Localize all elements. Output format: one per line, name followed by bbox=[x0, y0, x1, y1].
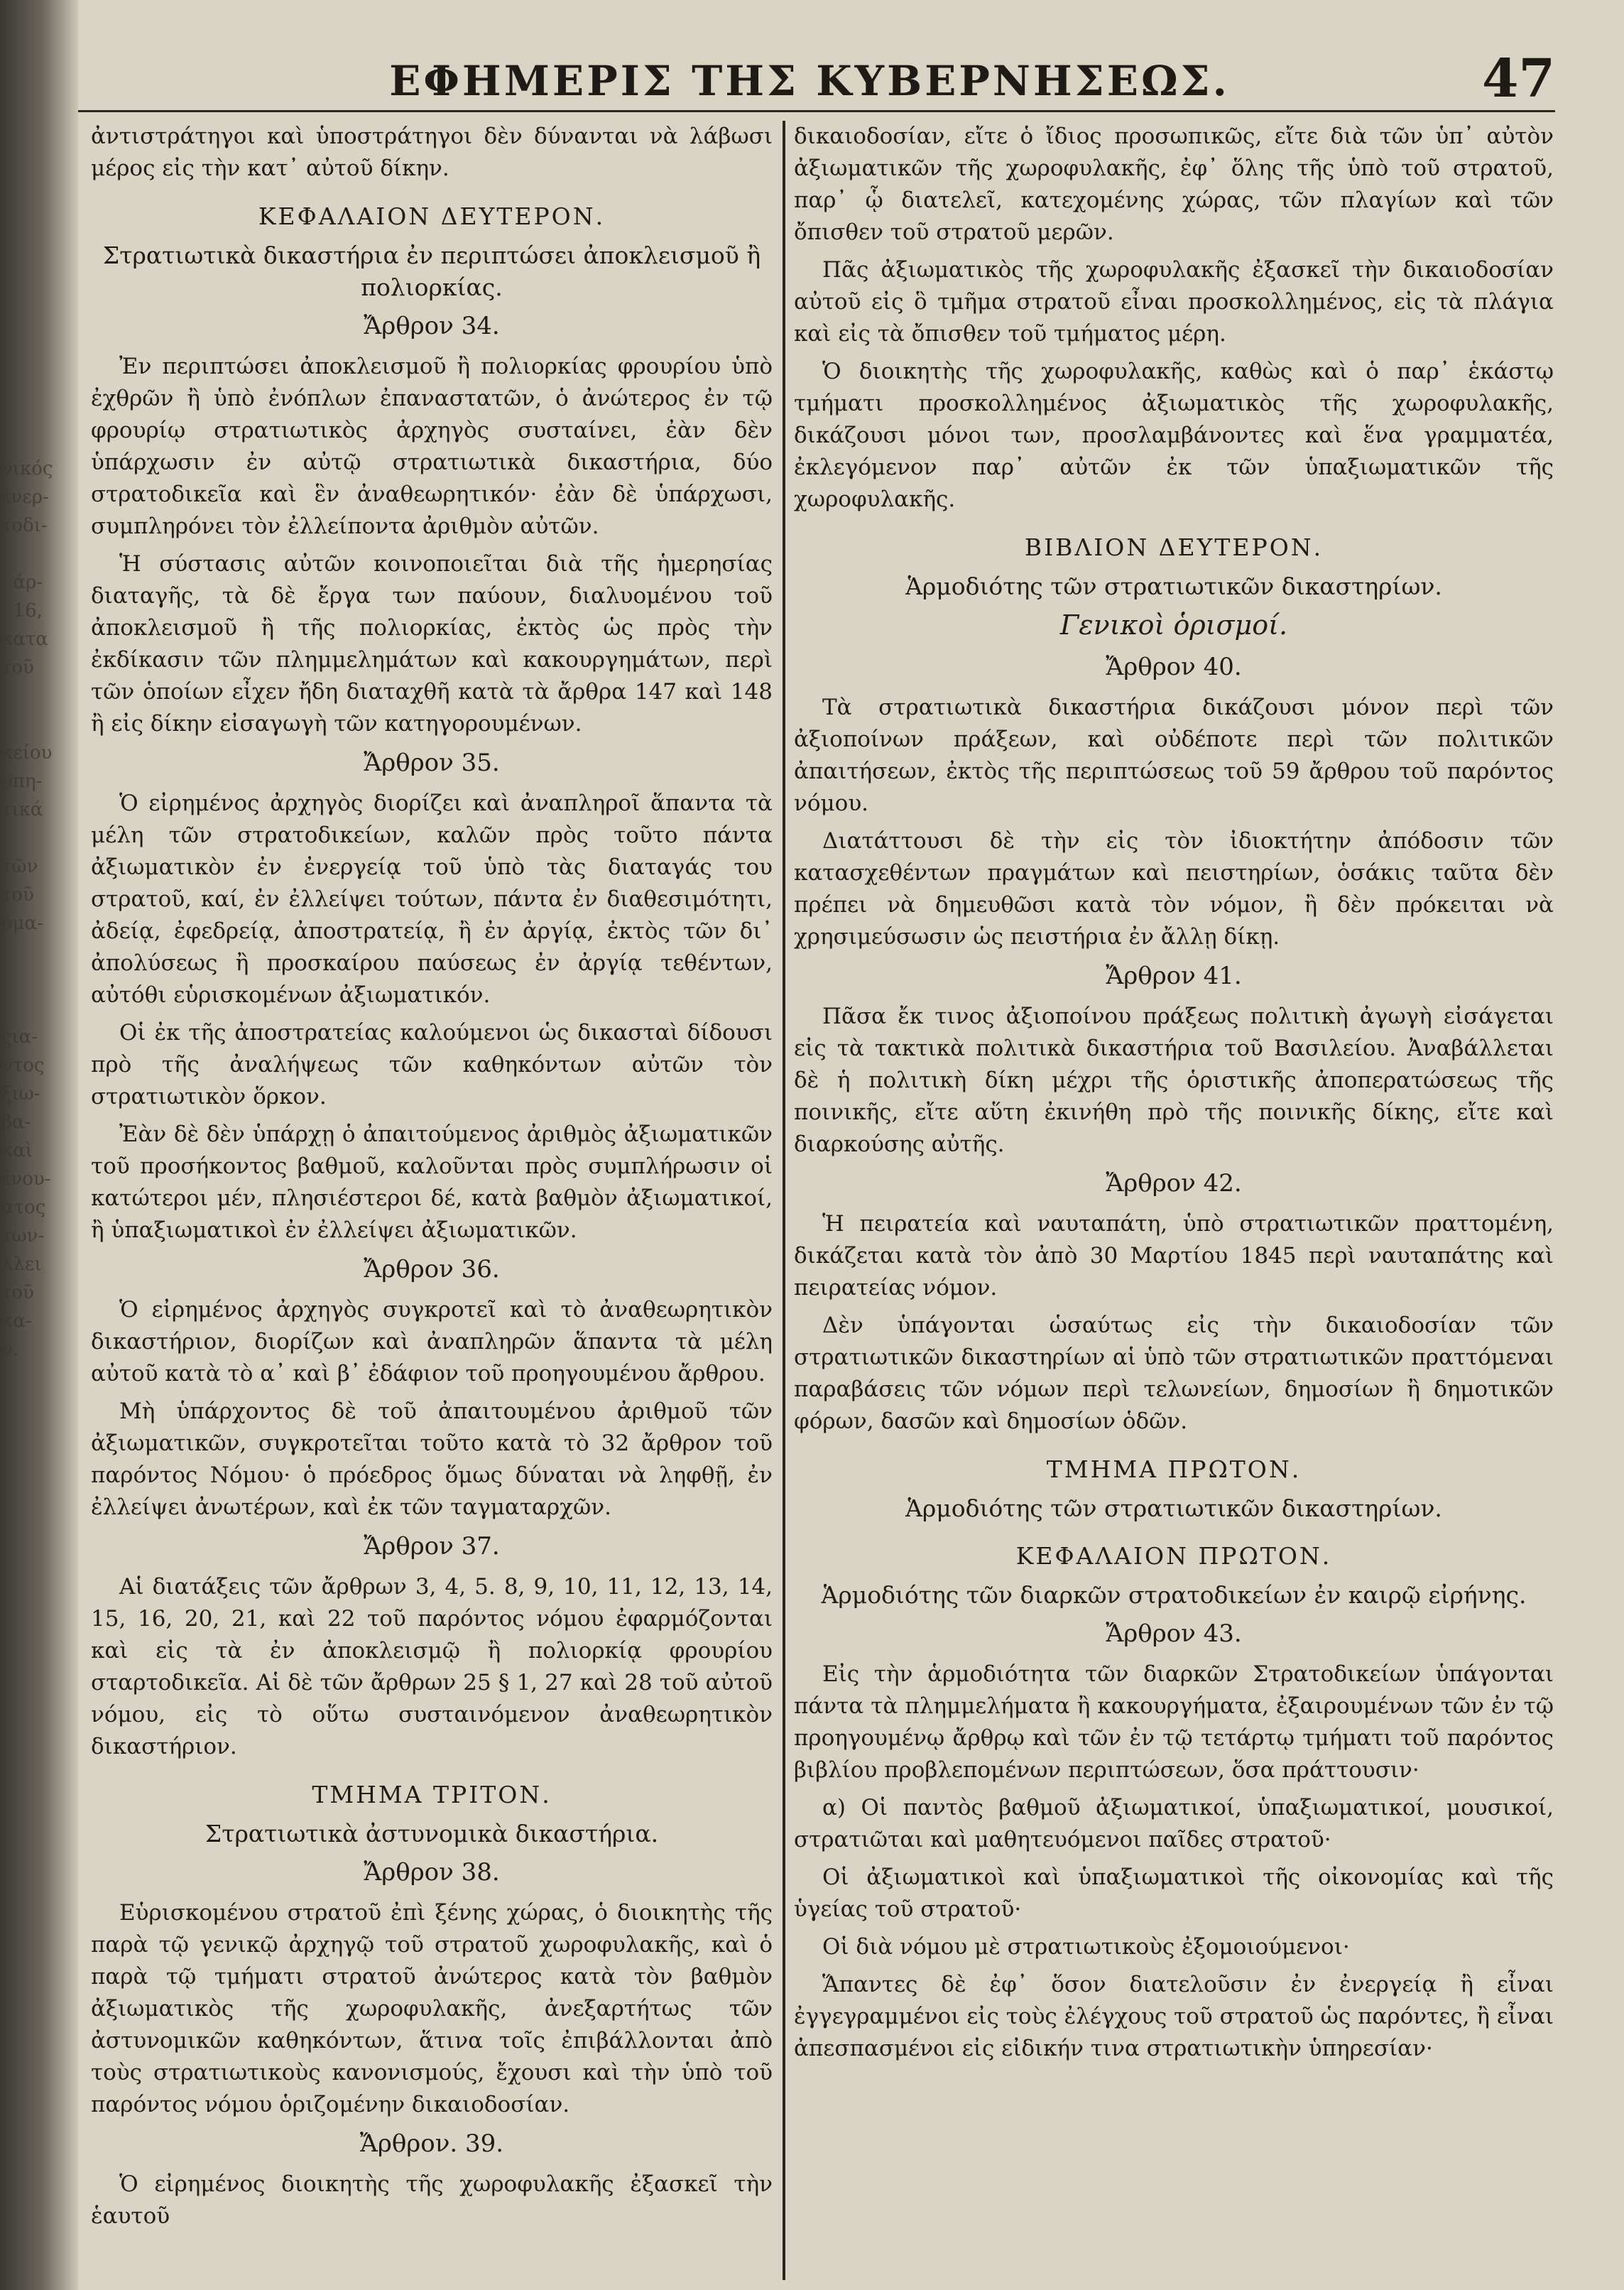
gutter-fragments: νικός ένερ- τοδι- , άρ- , 16, κατα τοῦ κείου υπη- τικά τῶν τοῦ όμα- ςια- ντος ξιω- βα- καὶ ένου- ατος των- λλει τοῦ κα- ν. bbox=[1, 458, 53, 1360]
paragraph: Πᾶσα ἔκ τινος ἀξιοποίνου πράξεως πολιτικὴ ἀγωγὴ εἰσάγεται εἰς τὰ τακτικὰ πολιτικὰ δικαστήρια τοῦ Βασιλείου. Ἀναβάλλεται δὲ ἡ πολιτικὴ δίκη μέχρι τῆς ὁριστικῆς ἀποπερατώσεως τῆς ποινικῆς, εἴτε αὕτη ἐκινήθη πρὸ τῆς ποινικῆς δίκης, εἴτε καὶ διαρκούσης αὐτῆς. bbox=[794, 1004, 1554, 1157]
chapter-heading: ΚΕΦΑΛΑΙΟΝ ΔΕΥΤΕΡΟΝ. bbox=[258, 202, 606, 230]
article-42-heading: Ἄρθρον 42. bbox=[1106, 1169, 1242, 1198]
paragraph: Ὁ εἰρημένος ἀρχηγὸς διορίζει καὶ ἀναπληροῖ ἅπαντα τὰ μέλη τῶν στρατοδικείων, καλῶν πρὸς τοῦτο πάντα ἀξιωματικὸν ἐν ἐνεργείᾳ τοῦ ὑπὸ τὰς διαταγάς του στρατοῦ, καί, ἐν ἐλλείψει τούτων, πάντα ἐν διαθεσιμότητι, ἀδείᾳ, ἐφεδρείᾳ, ἀποστρατείᾳ, ἢ ἐν ἀργίᾳ, ἐκτὸς τῶν δι᾽ ἀπολύσεως ἢ προσκαίρου παύσεως ἐν ἀργίᾳ τεθέντων, αὐτόθι εὑρισκομένων ἀξιωματικόν. bbox=[91, 791, 773, 1008]
header-rule bbox=[78, 110, 1555, 112]
section-heading: ΤΜΗΜΑ ΠΡΩΤΟΝ. bbox=[1046, 1455, 1302, 1483]
list-item: α) Οἱ παντὸς βαθμοῦ ἀξιωματικοί, ὑπαξιωματικοί, μουσικοί, στρατιῶται καὶ μαθητευόμενοι παῖδες στρατοῦ· bbox=[794, 1795, 1554, 1852]
article-37-heading: Ἄρθρον 37. bbox=[364, 1532, 500, 1561]
article-43-list bbox=[794, 1792, 1554, 2065]
book-heading: ΒΙΒΛΙΟΝ ΔΕΥΤΕΡΟΝ. bbox=[1024, 533, 1324, 561]
paragraph: Εἰς τὴν ἁρμοδιότητα τῶν διαρκῶν Στρατοδικείων ὑπάγονται πάντα τὰ πλημμελήματα ἢ κακουργήματα, ἐξαιρουμένων τῶν ἐν τῷ προηγουμένῳ ἄρθρῳ καὶ τῶν ἐν τῷ τετάρτῳ τμήματι τοῦ παρόντος βιβλίου προβλεπομένων περιπτώσεων, ὅσα πράττουσιν· bbox=[794, 1661, 1554, 1783]
page-header bbox=[78, 43, 1555, 109]
section-heading: ΤΜΗΜΑ ΤΡΙΤΟΝ. bbox=[312, 1781, 552, 1808]
left-column bbox=[91, 121, 773, 2238]
paragraph: Μὴ ὑπάρχοντος δὲ τοῦ ἀπαιτουμένου ἀριθμοῦ τῶν ἀξιωματικῶν, συγκροτεῖται τοῦτο κατὰ τὸ 32 ἄρθρον τοῦ παρόντος Νόμου· ὁ πρόεδρος ὅμως δύναται νὰ ληφθῇ, ἐν ἐλλείψει ἀνωτέρων, καὶ ἐκ τῶν ταγματαρχῶν. bbox=[91, 1399, 773, 1520]
paragraph: Τὰ στρατιωτικὰ δικαστήρια δικάζουσι μόνον περὶ τῶν ἀξιοποίνων πράξεων, καὶ οὐδέποτε περὶ τῶν πολιτικῶν ἀπαιτήσεων, ἐκτὸς τῆς περιπτώσεως τοῦ 59 ἄρθρου τοῦ παρόντος νόμου. bbox=[794, 695, 1554, 816]
paragraph: Ἡ σύστασις αὐτῶν κοινοποιεῖται διὰ τῆς ἡμερησίας διαταγῆς, τὰ δὲ ἔργα των παύουν, διαλυομένου τοῦ ἀποκλεισμοῦ ἢ τῆς πολιορκίας, ἐκτὸς ὡς πρὸς τὴν ἐκδίκασιν τῶν πλημμελημάτων καὶ κακουργημάτων, περὶ τῶν ὁποίων εἶχεν ἤδη διαταχθῆ κατὰ τὰ ἄρθρα 147 καὶ 148 ἢ εἰς δίκην εἰσαγωγὴ τῶν κατηγορουμένων. bbox=[91, 551, 773, 737]
paragraph: Πᾶς ἀξιωματικὸς τῆς χωροφυλακῆς ἐξασκεῖ τὴν δικαιοδοσίαν αὐτοῦ εἰς ὃ τμῆμα στρατοῦ εἶναι προσκολλημένος, εἰς τὰ πλάγια καὶ εἰς τὰ ὄπισθεν τοῦ τμήματος μέρη. bbox=[794, 257, 1554, 347]
binding-gutter bbox=[0, 0, 78, 2290]
paragraph: Δὲν ὑπάγονται ὡσαύτως εἰς τὴν δικαιοδοσίαν τῶν στρατιωτικῶν δικαστηρίων αἱ ὑπὸ τῶν στρατιωτικῶν πραττόμεναι παραβάσεις τῶν νόμων περὶ τελωνείων, δημοσίων ἢ δημοτικῶν φόρων, δασῶν καὶ δημοσίων ὁδῶν. bbox=[794, 1313, 1554, 1434]
list-item: Οἱ ἀξιωματικοὶ καὶ ὑπαξιωματικοὶ τῆς οἰκονομίας καὶ τῆς ὑγείας τοῦ στρατοῦ· bbox=[794, 1865, 1554, 1922]
article-38-heading: Ἄρθρον 38. bbox=[364, 1858, 500, 1887]
section-subheading: Στρατιωτικὰ ἀστυνομικὰ δικαστήρια. bbox=[205, 1820, 659, 1847]
paragraph: Ἐὰν δὲ δὲν ὑπάρχῃ ὁ ἀπαιτούμενος ἀριθμὸς ἀξιωματικῶν τοῦ προσήκοντος βαθμοῦ, καλοῦνται πρὸς συμπλήρωσιν οἱ κατώτεροι μέν, πλησιέστεροι δέ, κατὰ βαθμὸν ἀξιωματικοί, ἢ ὑπαξιωματικοὶ ἐν ἐλλείψει ἀξιωματικῶν. bbox=[91, 1122, 773, 1243]
right-column bbox=[794, 121, 1554, 2071]
paragraph: Οἱ ἐκ τῆς ἀποστρατείας καλούμενοι ὡς δικασταὶ δίδουσι πρὸ τῆς ἀναλήψεως τῶν καθηκόντων αὐτῶν τὸν στρατιωτικὸν ὅρκον. bbox=[91, 1020, 773, 1109]
continued-paragraph: δικαιοδοσίαν, εἴτε ὁ ἴδιος προσωπικῶς, εἴτε διὰ τῶν ὑπ᾽ αὐτὸν ἀξιωματικῶν τῆς χωροφυλακῆς, ἐφ᾽ ὅλης τῆς ὑπὸ τοῦ στρατοῦ, παρ᾽ ᾧ διατελεῖ, κατεχομένης χώρας, τῶν πλαγίων καὶ τῶν ὄπισθεν τοῦ στρατοῦ μερῶν. bbox=[794, 124, 1554, 245]
list-item: Οἱ διὰ νόμου μὲ στρατιωτικοὺς ἐξομοιούμενοι· bbox=[822, 1934, 1350, 1960]
paragraph: Εὑρισκομένου στρατοῦ ἐπὶ ξένης χώρας, ὁ διοικητὴς τῆς παρὰ τῷ γενικῷ ἀρχηγῷ τοῦ στρατοῦ χωροφυλακῆς, καὶ ὁ παρὰ τῷ τμήματι στρατοῦ ἀνώτερος κατὰ τὸν βαθμὸν ἀξιωματικὸς τῆς χωροφυλακῆς, ἀνεξαρτήτως τῶν ἀστυνομικῶν καθηκόντων, ἅτινα τοῖς ἐπιβάλλονται ἀπὸ τοὺς στρατιωτικοὺς κανονισμούς, ἔχουσι καὶ τὴν ὑπὸ τοῦ παρόντος νόμου ὁριζομένην δικαιοδοσίαν. bbox=[91, 1900, 773, 2117]
column-divider bbox=[783, 121, 785, 2280]
section-subheading: Ἁρμοδιότης τῶν στρατιωτικῶν δικαστηρίων. bbox=[905, 1494, 1442, 1522]
chapter-heading: ΚΕΦΑΛΑΙΟΝ ΠΡΩΤΟΝ. bbox=[1015, 1542, 1332, 1570]
article-43-heading: Ἄρθρον 43. bbox=[1106, 1619, 1242, 1648]
article-36-heading: Ἄρθρον 36. bbox=[364, 1255, 500, 1284]
chapter-subheading: Ἁρμοδιότης τῶν διαρκῶν στρατοδικείων ἐν καιρῷ εἰρήνης. bbox=[821, 1581, 1527, 1609]
article-40-heading: Ἄρθρον 40. bbox=[1106, 653, 1242, 681]
article-41-heading: Ἄρθρον 41. bbox=[1106, 962, 1242, 990]
paragraph: Αἱ διατάξεις τῶν ἄρθρων 3, 4, 5. 8, 9, 10, 11, 12, 13, 14, 15, 16, 20, 21, καὶ 22 τοῦ παρόντος νόμου ἐφαρμόζονται καὶ εἰς τὰ ἐν ἀποκλεισμῷ ἢ πολιορκίᾳ φρουρίου σταρτοδικεῖα. Αἱ δὲ τῶν ἄρθρων 25 § 1, 27 καὶ 28 τοῦ αὐτοῦ νόμου, εἰς τὸ οὕτω συσταινόμενον ἀναθεωρητικὸν δικαστήριον. bbox=[91, 1574, 773, 1759]
paragraph: Ἐν περιπτώσει ἀποκλεισμοῦ ἢ πολιορκίας φρουρίου ὑπὸ ἐχθρῶν ἢ ὑπὸ ἐνόπλων ἐπαναστατῶν, ὁ ἀνώτερος ἐν τῷ φρουρίῳ στρατιωτικὸς ἀρχηγὸς συσταίνει, ἐὰν δὲν ὑπάρχωσιν ἐν αὐτῷ στρατιωτικὰ δικαστήρια, δύο στρατοδικεῖα καὶ ἓν ἀναθεωρητικόν· ἐὰν δὲ ὑπάρχωσι, συμπληρόνει τὸν ἐλλείποντα ἀριθμὸν αὐτῶν. bbox=[91, 354, 773, 539]
intro-paragraph: ἀντιστράτηγοι καὶ ὑποστράτηγοι δὲν δύνανται νὰ λάβωσι μέρος εἰς τὴν κατ᾽ αὐτοῦ δίκην. bbox=[91, 124, 773, 181]
gazette-title: ΕΦΗΜΕΡΙΣ ΤΗΣ ΚΥΒΕΡΝΗΣΕΩΣ. bbox=[389, 57, 1230, 105]
paragraph: Ἡ πειρατεία καὶ ναυταπάτη, ὑπὸ στρατιωτικῶν πραττομένη, δικάζεται κατὰ τὸν ἀπὸ 30 Μαρτίου 1845 περὶ ναυταπάτης καὶ πειρατείας νόμον. bbox=[794, 1211, 1554, 1301]
article-34-heading: Ἄρθρον 34. bbox=[364, 312, 500, 340]
chapter-subheading: Στρατιωτικὰ δικαστήρια ἐν περιπτώσει ἀποκλεισμοῦ ἢ πολιορκίας. bbox=[102, 242, 761, 301]
general-provisions-heading: Γενικοὶ ὁρισμοί. bbox=[1059, 609, 1288, 641]
paragraph: Ὁ εἰρημένος διοικητὴς τῆς χωροφυλακῆς ἐξασκεῖ τὴν ἑαυτοῦ bbox=[91, 2171, 773, 2229]
book-subheading: Ἁρμοδιότης τῶν στρατιωτικῶν δικαστηρίων. bbox=[905, 572, 1442, 600]
paragraph: Ὁ εἰρημένος ἀρχηγὸς συγκροτεῖ καὶ τὸ ἀναθεωρητικὸν δικαστήριον, διορίζων καὶ ἀναπληρῶν ἅπαντα τὰ μέλη αὐτοῦ κατὰ τὸ α᾽ καὶ β᾽ ἐδάφιον τοῦ προηγουμένου ἄρθρου. bbox=[91, 1297, 773, 1387]
article-35-heading: Ἄρθρον 35. bbox=[364, 749, 500, 777]
list-item: Ἅπαντες δὲ ἐφ᾽ ὅσον διατελοῦσιν ἐν ἐνεργείᾳ ἢ εἶναι ἐγγεγραμμένοι εἰς τοὺς ἐλέγχους τοῦ στρατοῦ ὡς παρόντες, ἢ εἶναι ἀπεσπασμένοι εἰς εἰδικήν τινα στρατιωτικὴν ὑπηρεσίαν· bbox=[794, 1972, 1554, 2061]
paragraph: Διατάττουσι δὲ τὴν εἰς τὸν ἰδιοκτήτην ἀπόδοσιν τῶν κατασχεθέντων πραγμάτων καὶ πειστηρίων, ὁσάκις ταῦτα δὲν πρέπει νὰ δημευθῶσι κατὰ τὸν νόμον, ἢ δὲν πρόκειται νὰ χρησιμεύσωσιν ὡς πειστήρια ἐν ἄλλῃ δίκῃ. bbox=[794, 828, 1554, 950]
article-39-heading: Ἄρθρον. 39. bbox=[359, 2129, 504, 2158]
paragraph: Ὁ διοικητὴς τῆς χωροφυλακῆς, καθὼς καὶ ὁ παρ᾽ ἑκάστῳ τμήματι προσκολλημένος ἀξιωματικὸς τῆς χωροφυλακῆς, δικάζουσι μόνοι των, προσλαμβάνοντες καὶ ἕνα γραμματέα, ἐκλεγόμενον παρ᾽ αὐτῶν ἐκ τῶν ὑπαξιωματικῶν τῆς χωροφυλακῆς. bbox=[794, 359, 1554, 512]
page-number: 47 bbox=[1482, 48, 1555, 109]
